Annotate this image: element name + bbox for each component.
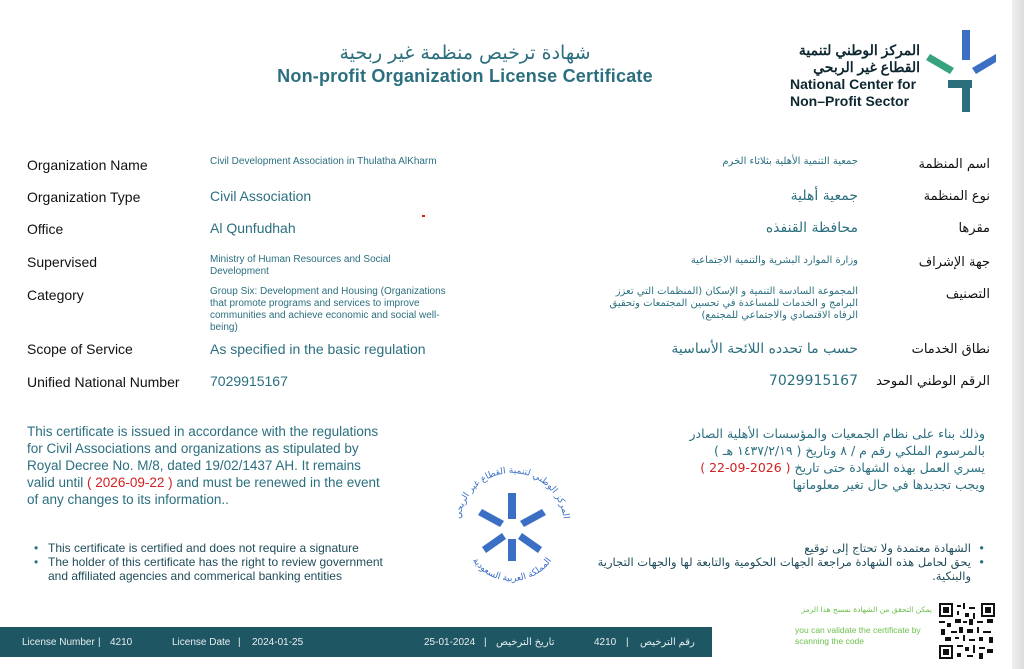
value-supervised-ar: وزارة الموارد البشرية والتنمية الاجتماعية (690, 255, 858, 266)
label-scope-of-service-ar: نطاق الخدمات (911, 342, 990, 357)
certificate-statement-en (27, 423, 387, 508)
seal-top-text: المركز الوطني لتنمية القطاع غير الربحي (453, 465, 571, 520)
value-organization-type-en: Civil Association (210, 188, 312, 204)
license-number-ar-value: 4210 (594, 637, 617, 648)
logo-mark-icon (926, 28, 996, 114)
label-supervised: Supervised (27, 254, 98, 270)
label-organization-name-ar: اسم المنظمة (918, 157, 990, 172)
label-unified-national-number-ar: الرقم الوطني الموحد (876, 374, 990, 389)
certificate-statement-ar (600, 425, 985, 493)
value-unified-number-en: 7029915167 (210, 373, 288, 389)
statement-en-part1: This certificate is issued in accordance with the regulations for Civil Associations and organizations as stipulated by Royal Decree No. M/8, dated 19/02/1437 AH. It remains valid until (27, 424, 379, 490)
seal-star-icon (478, 493, 546, 561)
label-scope-of-service: Scope of Service (27, 341, 133, 357)
certificate-title-ar: شهادة ترخيص منظمة غير ربحية (339, 42, 591, 64)
label-organization-type-ar: نوع المنظمة (923, 189, 990, 204)
value-category-ar: المجموعة السادسة التنمية و الإسكان (المنظمات التي تعزز البرامج و الخدمات للمساعدة في تحسين المجتمعات وتحقيق الرفاه الاقتصادي والاجتماعي للمجتمع) (609, 286, 858, 321)
statement-en-part2: and must be renewed in the event of any changes to its information.. (27, 475, 380, 507)
logo-ar-line1: المركز الوطني لتنمية (798, 42, 920, 58)
license-date-value: 2024-01-25 (252, 637, 304, 648)
value-organization-type-ar: جمعية أهلية (790, 188, 858, 204)
value-office-ar: محافظة القنفذه (765, 220, 858, 236)
separator: | (626, 637, 629, 648)
statement-ar-line4: ويجب تجديدها في حال تغير معلوماتها (792, 477, 985, 492)
verify-text-ar: يمكن التحقق من الشهادة بمسح هذا الرمز (801, 605, 932, 614)
conditions-list-en (34, 541, 394, 583)
logo-ar-line2: القطاع غير الربحي (813, 59, 920, 75)
value-supervised-en: Ministry of Human Resources and Social Development (210, 254, 391, 277)
seal-bottom-text: المملكة العربية السعودية (470, 556, 554, 585)
license-number-value: 4210 (110, 637, 133, 648)
value-unified-number-ar: 7029915167 (768, 373, 858, 389)
label-organization-name: Organization Name (27, 157, 148, 173)
separator: | (484, 637, 487, 648)
condition-ar-1: • الشهادة معتمدة ولا تحتاج إلى توقيع (590, 541, 985, 555)
label-category-ar: التصنيف (945, 287, 990, 302)
license-number-label: License Number (22, 637, 95, 648)
label-organization-type: Organization Type (27, 189, 141, 205)
value-office-en: Al Qunfudhah (210, 220, 296, 236)
logo-text (790, 42, 920, 110)
condition-en-2: • The holder of this certificate has the right to review government and affiliated agencies and commerical banking entities (34, 555, 394, 583)
separator: | (98, 637, 101, 648)
label-office-ar: مقرها (958, 221, 990, 236)
statement-ar-line3: يسري العمل بهذه الشهادة حتى تاريخ (790, 460, 985, 475)
license-footer-bar (0, 627, 712, 657)
statement-ar-line1: وذلك بناء على نظام الجمعيات والمؤسسات الأهلية الصادر (689, 426, 985, 441)
separator: | (238, 637, 241, 648)
label-office: Office (27, 221, 64, 237)
logo-en-line2: Non–Profit Sector (790, 93, 910, 109)
seal-emblem (442, 455, 582, 595)
license-date-ar-value: 25-01-2024 (424, 637, 476, 648)
conditions-list-ar (590, 541, 985, 583)
value-organization-name-en: Civil Development Association in Thulatha AlKharm (210, 156, 437, 167)
value-scope-ar: حسب ما تحدده اللائحة الأساسية (671, 341, 858, 357)
label-supervised-ar: جهة الإشراف (918, 255, 990, 270)
license-date-ar-label: تاريخ الترخيص (496, 637, 555, 648)
value-organization-name-ar: جمعية التنمية الأهلية بثلاثاء الخرم (722, 156, 858, 167)
logo-en-line1: National Center for (790, 76, 917, 92)
statement-ar-line2: بالمرسوم الملكي رقم م / ٨ وتاريخ ( ١٤٣٧/٢/١٩ هـ ) (714, 443, 985, 458)
license-date-label: License Date (172, 637, 231, 648)
validity-date-ar: ( 22-09-2026 ) (700, 460, 791, 475)
qr-code-icon[interactable] (939, 603, 995, 659)
condition-ar-2: • يحق لحامل هذه الشهادة مراجعة الجهات الحكومية والتابعة لها والجهات التجارية والبنكية. (590, 555, 985, 583)
verify-text-en: you can validate the certificate by scanning the code (795, 625, 921, 646)
value-scope-en: As specified in the basic regulation (210, 341, 426, 357)
value-category-en: Group Six: Development and Housing (Organizations that promote programs and services to improve communities and achieve economic and social well-being) (210, 286, 446, 333)
red-mark (422, 215, 425, 217)
label-category: Category (27, 287, 84, 303)
page-edge-shadow (1012, 0, 1024, 669)
license-number-ar-label: رقم الترخيص (640, 637, 695, 648)
certificate-title-en: Non-profit Organization License Certificate (277, 66, 653, 86)
validity-date-en: ( 2026-09-22 ) (87, 475, 173, 490)
condition-en-1: • This certificate is certified and does not require a signature (34, 541, 394, 555)
label-unified-national-number: Unified National Number (27, 374, 180, 390)
